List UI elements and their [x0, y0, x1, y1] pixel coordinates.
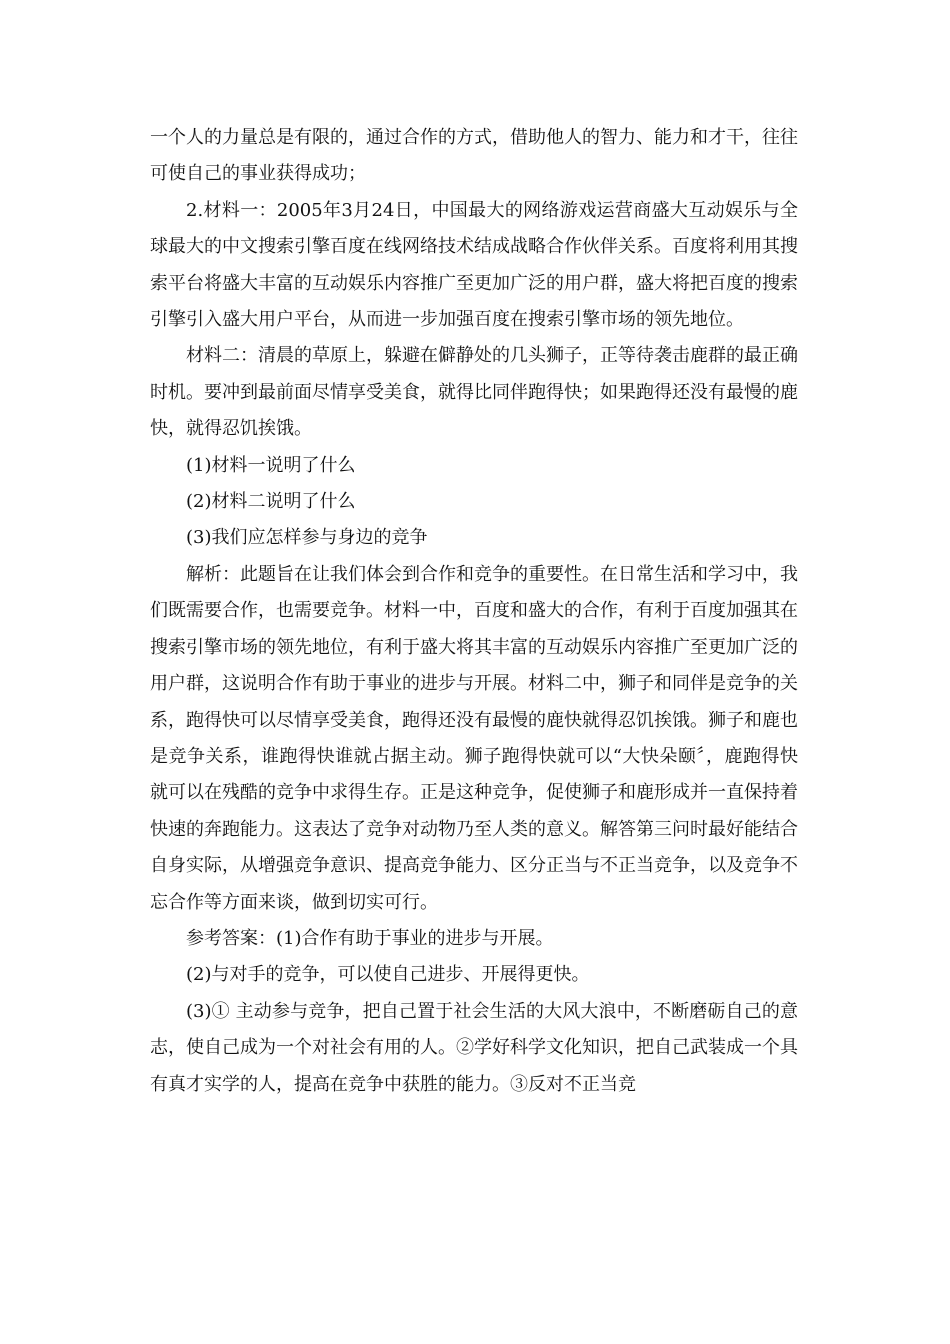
- question-3: (3)我们应怎样参与身边的竞争: [186, 527, 428, 549]
- answer-3: (3)① 主动参与竞争，把自己置于社会生活的大风大浪中，不断磨砺自己的意志，使自己成为一个对社会有用的人。②学好科学文化知识，把自己武装成一个具有真才实学的人，提高在竞争中获胜的能力。③反对不正当竞: [150, 1000, 798, 1095]
- answer-1: 参考答案：(1)合作有助于事业的进步与开展。: [186, 927, 554, 949]
- paragraph-analysis: 解析：此题旨在让我们体会到合作和竞争的重要性。在日常生活和学习中，我们既需要合作，也需要竞争。材料一中，百度和盛大的合作，有利于百度加强其在搜索引擎市场的领先地位，有利于盛大将其丰富的互动娱乐内容推广至更加广泛的用户群，这说明合作有助于事业的进步与开展。材料二中，狮子和同伴是竞争的关系，跑得快可以尽情享受美食，跑得还没有最慢的鹿快就得忍饥挨饿。狮子和鹿也是竞争关系，谁跑得快谁就占据主动。狮子跑得快就可以“大快朵颐〞，鹿跑得快就可以在残酷的竞争中求得生存。正是这种竞争，促使狮子和鹿形成并一直保持着快速的奔跑能力。这表达了竞争对动物乃至人类的意义。解答第三问时最好能结合自身实际，从增强竞争意识、提高竞争能力、区分正当与不正当竞争，以及竞争不忘合作等方面来谈，做到切实可行。: [150, 563, 798, 913]
- paragraph-material-two: 材料二：清晨的草原上，躲避在僻静处的几头狮子，正等待袭击鹿群的最正确时机。要冲到最前面尽情享受美食，就得比同伴跑得快；如果跑得还没有最慢的鹿快，就得忍饥挨饿。: [150, 345, 798, 440]
- document-page: [150, 120, 798, 1103]
- answer-2: (2)与对手的竞争，可以使自己进步、开展得更快。: [186, 964, 590, 986]
- paragraph-material-one: 2.材料一：2005年3月24日，中国最大的网络游戏运营商盛大互动娱乐与全球最大的中文搜索引擎百度在线网络技术结成战略合作伙伴关系。百度将利用其搜索平台将盛大丰富的互动娱乐内容推广至更加广泛的用户群，盛大将把百度的搜索引擎引入盛大用户平台，从而进一步加强百度在搜索引擎市场的领先地位。: [150, 199, 798, 331]
- paragraph-cooperation-conclusion: 一个人的力量总是有限的，通过合作的方式，借助他人的智力、能力和才干，往往可使自己的事业获得成功；: [150, 127, 798, 185]
- question-1: (1)材料一说明了什么: [186, 454, 356, 476]
- question-2: (2)材料二说明了什么: [186, 491, 356, 513]
